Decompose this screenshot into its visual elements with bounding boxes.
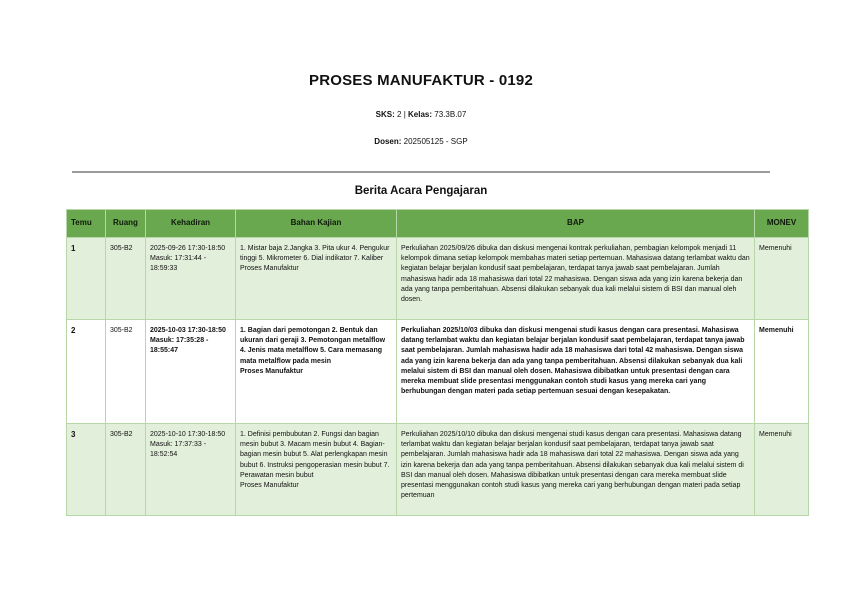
masuk-text: Masuk: 17:31:44 - 18:59:33 bbox=[150, 255, 207, 273]
ruang-cell: 305-B2 bbox=[106, 238, 146, 320]
kehadiran-cell bbox=[146, 238, 236, 320]
header-ruang: Ruang bbox=[106, 210, 146, 238]
bahan-course: Proses Manufaktur bbox=[240, 367, 304, 375]
divider bbox=[72, 171, 770, 173]
bahan-kajian-cell bbox=[236, 238, 397, 320]
temu-cell: 1 bbox=[67, 238, 106, 320]
lecturer-meta bbox=[0, 137, 842, 146]
bahan-kajian-cell bbox=[236, 320, 397, 424]
jadwal-text: 2025-10-03 17:30-18:50 bbox=[150, 327, 226, 334]
header-bap: BAP bbox=[397, 210, 755, 238]
kehadiran-cell bbox=[146, 320, 236, 424]
kelas-value: 73.3B.07 bbox=[434, 110, 467, 119]
table-header-row bbox=[67, 210, 809, 238]
meta-separator: | bbox=[403, 110, 406, 119]
dosen-value: 202505125 - SGP bbox=[403, 137, 468, 146]
kelas-label: Kelas: bbox=[408, 110, 433, 119]
bahan-course: Proses Manufaktur bbox=[240, 482, 299, 490]
monev-cell: Memenuhi bbox=[755, 424, 809, 516]
course-meta bbox=[0, 110, 842, 119]
jadwal-text: 2025-10-10 17:30-18:50 bbox=[150, 431, 226, 438]
table-row bbox=[67, 238, 809, 320]
page-title: PROSES MANUFAKTUR - 0192 bbox=[308, 72, 533, 89]
teaching-report-table bbox=[66, 209, 809, 516]
bap-cell: Perkuliahan 2025/10/10 dibuka dan diskusi mengenai studi kasus dengan cara presentasi. Mahasiswa datang terlambat waktu dan kegiatan belajar berjalan kondusif saat pembelajaran, terdapat tanya jawab saat pembelajaran. Jumlah mahasiswa hadir ada 18 mahasiswa dari total 22 mahasiswa. Dengan siswa ada yang izin karena bekerja dan ada yang tanpa pemberitahuan. Absensi dilakukan sebanyak dua kali melalui sistem di BSI dan manual oleh dosen. Mahasiswa dibibatkan untuk presentasi dengan cara mereka membuat slide presentasi menggunakan contoh studi kasus yang mereka cari yang berhubungan dengan materi pada setiap pertemuan bbox=[397, 424, 755, 516]
monev-cell: Memenuhi bbox=[755, 320, 809, 424]
ruang-cell: 305-B2 bbox=[106, 320, 146, 424]
masuk-text: Masuk: 17:37:33 - 18:52:54 bbox=[150, 441, 207, 459]
bahan-kajian-cell bbox=[236, 424, 397, 516]
section-title: Berita Acara Pengajaran bbox=[354, 185, 488, 197]
temu-cell: 3 bbox=[67, 424, 106, 516]
dosen-label: Dosen: bbox=[374, 137, 402, 146]
header-temu: Temu bbox=[67, 210, 106, 238]
header-kehadiran: Kehadiran bbox=[146, 210, 236, 238]
bahan-course: Proses Manufaktur bbox=[240, 265, 299, 273]
header-monev: MONEV bbox=[755, 210, 809, 238]
sks-label: SKS: bbox=[375, 110, 395, 119]
masuk-text: Masuk: 17:35:28 - 18:55:47 bbox=[150, 337, 209, 355]
jadwal-text: 2025-09-26 17:30-18:50 bbox=[150, 245, 226, 252]
bahan-topics: 1. Definisi pembubutan 2. Fungsi dan bagian mesin bubut 3. Macam mesin bubut 4. Bagian-bagian mesin bubut 5. Alat perlengkapan mesin bubut 6. Instruksi pengoperasian mesin bubut 7. Perawatan mesin bubut bbox=[240, 431, 390, 479]
header-bahan-kajian: Bahan Kajian bbox=[236, 210, 397, 238]
bap-cell: Perkuliahan 2025/09/26 dibuka dan diskusi mengenai kontrak perkuliahan, pembagian kelompok menjadi 11 kelompok dimana setiap kelompok membahas materi setiap pertemuan. Mahasiswa datang terlambat waktu dan kegiatan belajar berjalan kondusif saat pembelajaran, terdapat tanya jawab saat pembelajaran. Jumlah mahasiswa hadir ada 18 mahasiswa dari total 22 mahasiswa. Dengan siswa ada yang izin karena bekerja dan ada yang tanpa pemberitahuan. Absensi dilakukan sebanyak dua kali melalui sistem di BSI dan manual oleh dosen. bbox=[397, 238, 755, 320]
bahan-topics: 1. Mistar baja 2.Jangka 3. Pita ukur 4. Pengukur tinggi 5. Mikrometer 6. Dial indikator 7. Kaliber bbox=[240, 245, 390, 263]
kehadiran-cell bbox=[146, 424, 236, 516]
bap-cell: Perkuliahan 2025/10/03 dibuka dan diskusi mengenai studi kasus dengan cara presentasi. Mahasiswa datang terlambat waktu dan kegiatan belajar berjalan kondusif saat pembelajaran, terdapat tanya jawab saat pembelajaran. Jumlah mahasiswa hadir ada 18 mahasiswa dari total 42 mahasiswa. Dengan siswa ada yang izin karena bekerja dan ada yang tanpa pemberitahuan. Absensi dilakukan sebanyak dua kali melalui sistem di BSI dan manual oleh dosen. Mahasiswa dibibatkan untuk presentasi dengan cara mereka membuat slide presentasi menggunakan contoh studi kasus yang mereka cari yang berhubungan dengan materi pada setiap pertemuan sesuai dengan kesepakatan. bbox=[397, 320, 755, 424]
sks-value: 2 bbox=[397, 110, 402, 119]
monev-cell: Memenuhi bbox=[755, 238, 809, 320]
table-row bbox=[67, 424, 809, 516]
bahan-topics: 1. Bagian dari pemotongan 2. Bentuk dan ukuran dari geraji 3. Pemotongan metalflow 4. Jenis mata metalflow 5. Cara memasang mata metalflow pada mesin bbox=[240, 327, 386, 365]
ruang-cell: 305-B2 bbox=[106, 424, 146, 516]
temu-cell: 2 bbox=[67, 320, 106, 424]
table-row bbox=[67, 320, 809, 424]
